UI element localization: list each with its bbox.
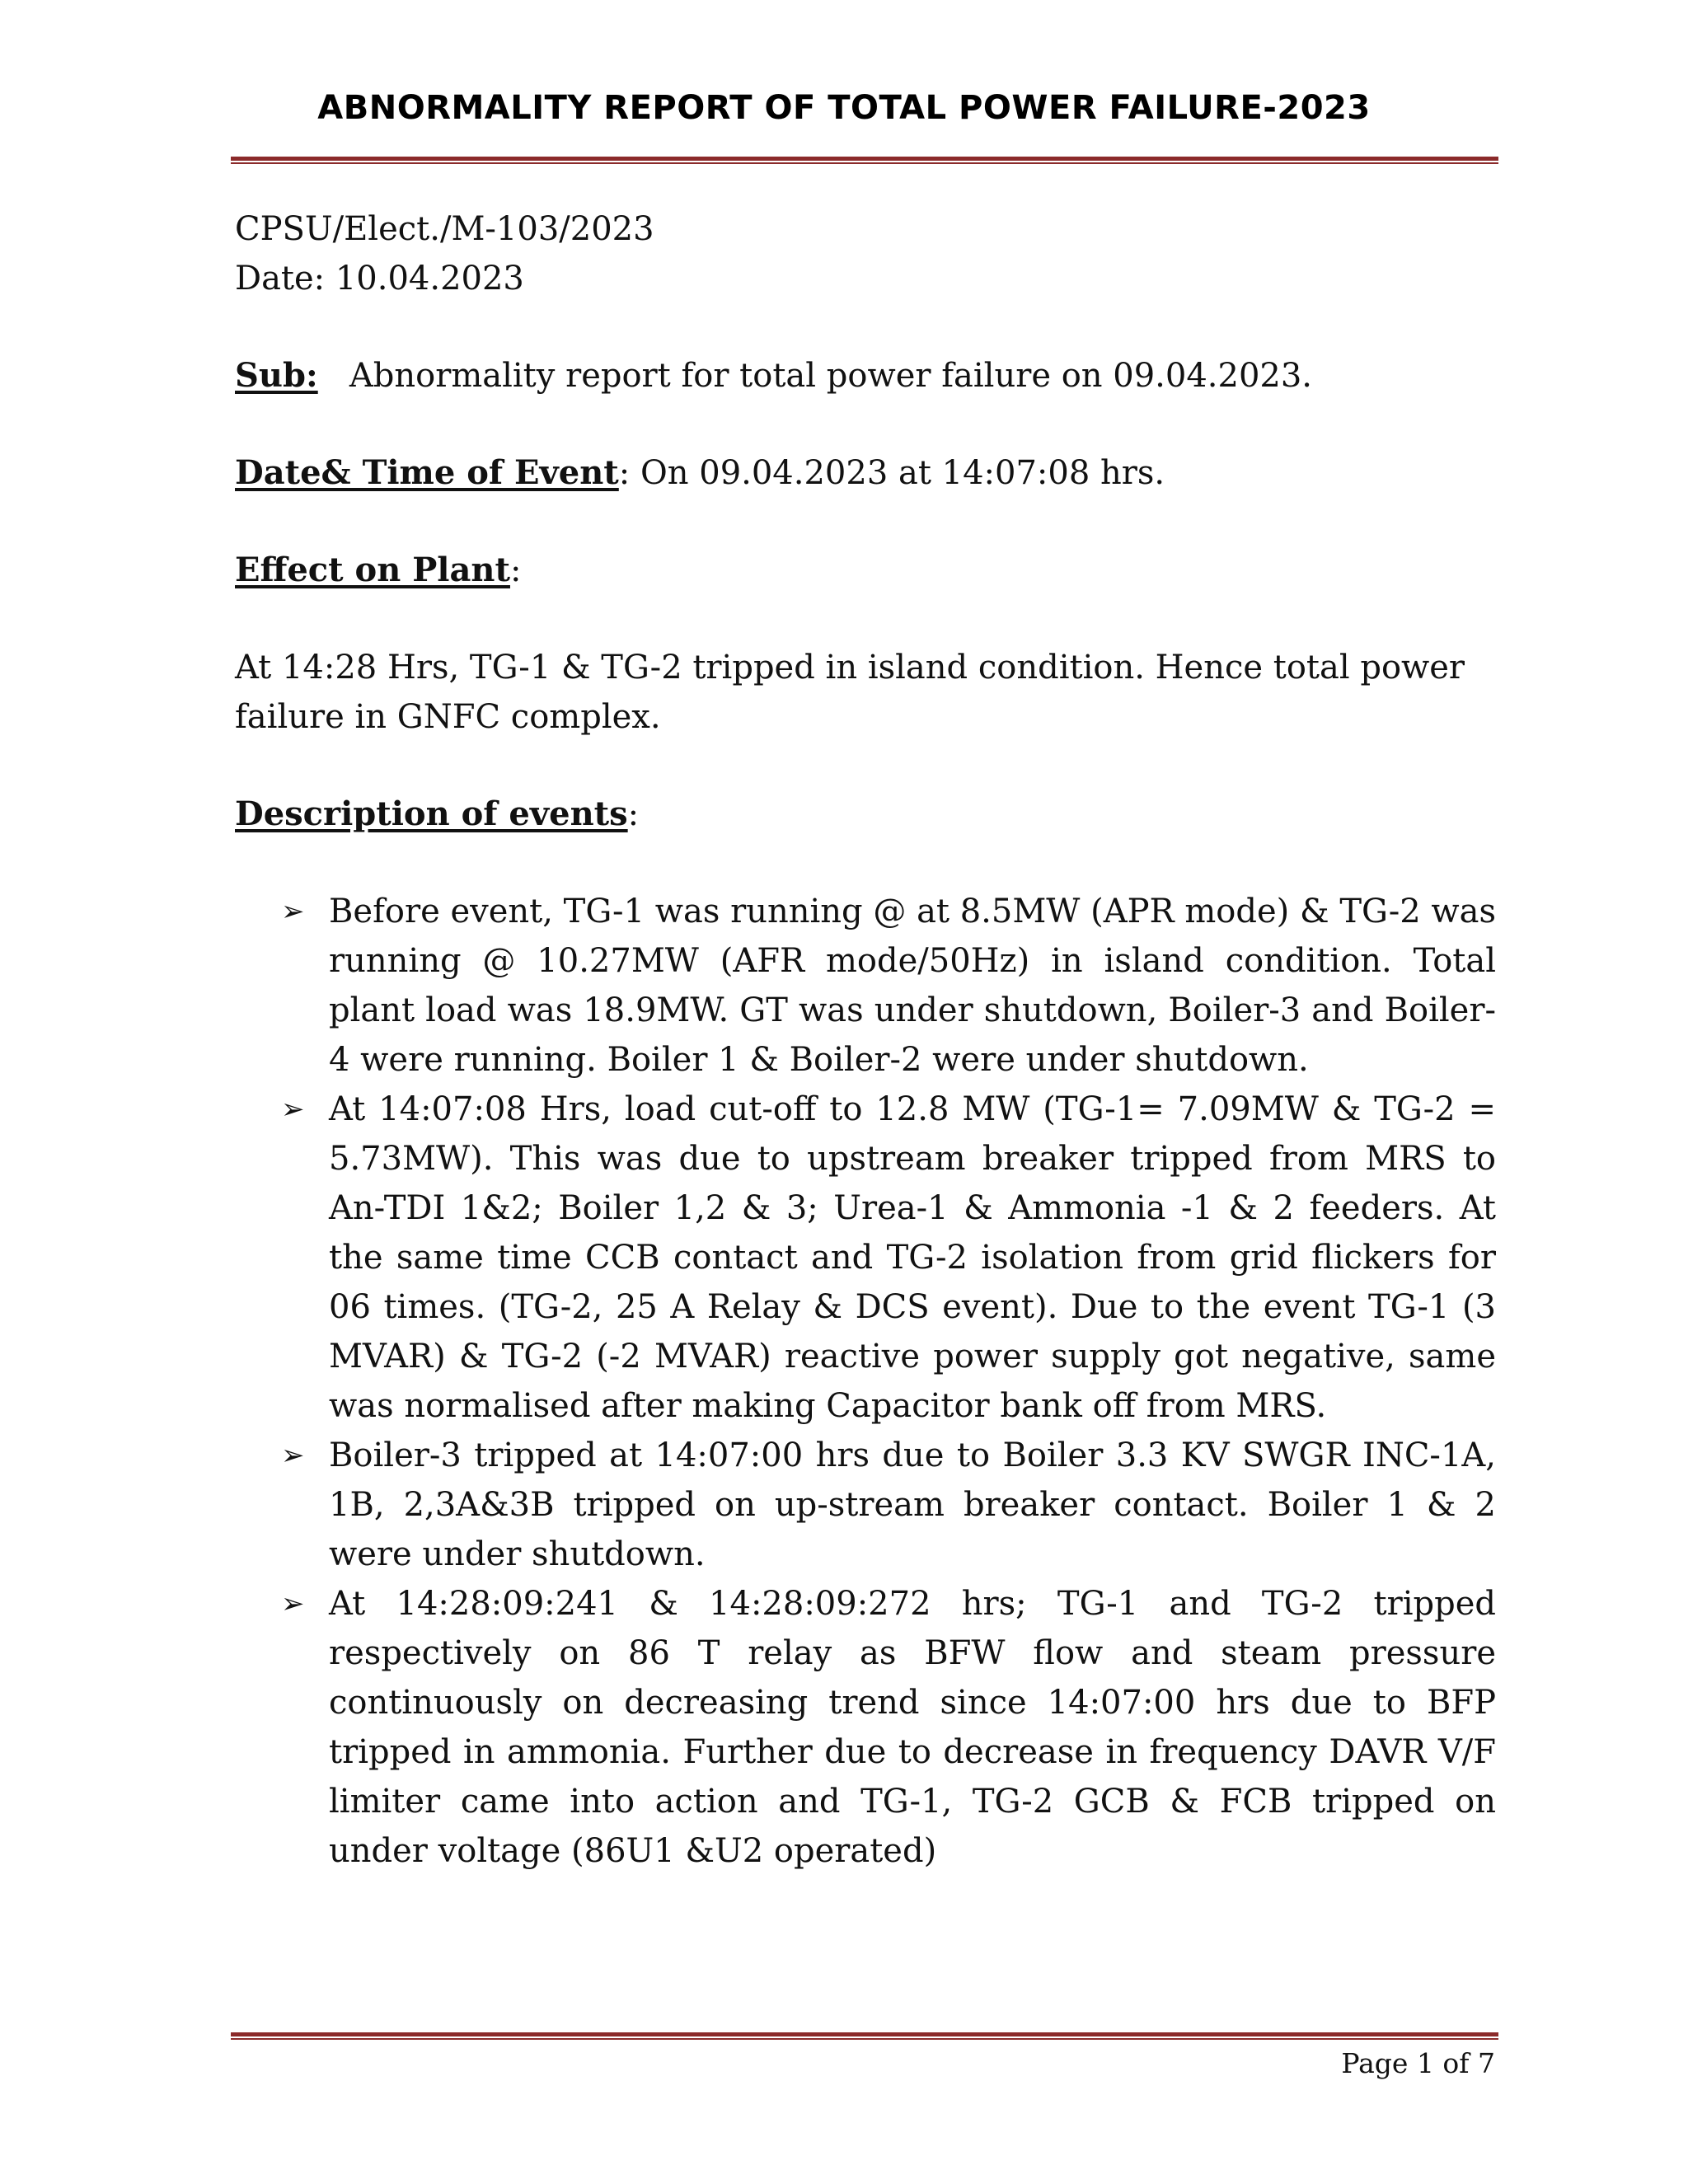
event-time-text: : On 09.04.2023 at 14:07:08 hrs. bbox=[618, 454, 1165, 492]
report-title: ABNORMALITY REPORT OF TOTAL POWER FAILURE-2023 bbox=[317, 89, 1371, 127]
report-date: Date: 10.04.2023 bbox=[235, 260, 524, 298]
subject-line bbox=[235, 351, 1496, 401]
reference-number: CPSU/Elect./M-103/2023 bbox=[235, 210, 654, 248]
effect-text: At 14:28 Hrs, TG-1 & TG-2 tripped in island condition. Hence total power failure in GNFC complex. bbox=[235, 649, 1465, 736]
page-number: Page 1 of 7 bbox=[1341, 2047, 1495, 2079]
header-divider bbox=[231, 157, 1498, 166]
event-time-line bbox=[235, 448, 1496, 498]
list-item: ➢ Before event, TG-1 was running @ at 8.5MW (APR mode) & TG-2 was running @ 10.27MW (AFR mode/50Hz) in island condition. Total plant load was 18.9MW. GT was under shutdown, Boiler-3 and Boiler-4 were running. Boiler 1 & Boiler-2 were under shutdown. bbox=[235, 887, 1496, 1085]
arrow-bullet-icon: ➢ bbox=[281, 1439, 305, 1472]
effect-heading: Effect on Plant: bbox=[235, 551, 522, 589]
effect-label: Effect on Plant bbox=[235, 551, 510, 589]
description-label: Description of events bbox=[235, 794, 628, 833]
list-item: ➢ Boiler-3 tripped at 14:07:00 hrs due to Boiler 3.3 KV SWGR INC-1A, 1B, 2,3A&3B tripped on up-stream breaker contact. Boiler 1 & 2 were under shutdown. bbox=[235, 1431, 1496, 1579]
report-body bbox=[235, 204, 1496, 1876]
list-item: ➢ At 14:07:08 Hrs, load cut-off to 12.8 MW (TG-1= 7.09MW & TG-2 = 5.73MW). This was due to upstream breaker tripped from MRS to An-TDI 1&2; Boiler 1,2 & 3; Urea-1 & Ammonia -1 & 2 feeders. At the same time CCB contact and TG-2 isolation from grid flickers for 06 times. (TG-2, 25 A Relay & DCS event). Due to the event TG-1 (3 MVAR) & TG-2 (-2 MVAR) reactive power supply got negative, same was normalised after making Capacitor bank off from MRS. bbox=[235, 1085, 1496, 1431]
subject-text: Abnormality report for total power failure on 09.04.2023. bbox=[349, 357, 1313, 395]
description-heading: Description of events: bbox=[235, 794, 640, 833]
event-time-label: Date& Time of Event bbox=[235, 453, 619, 492]
arrow-bullet-icon: ➢ bbox=[281, 1587, 305, 1620]
list-item: ➢ At 14:28:09:241 & 14:28:09:272 hrs; TG-1 and TG-2 tripped respectively on 86 T relay as BFW flow and steam pressure continuously on decreasing trend since 14:07:00 hrs due to BFP tripped in ammonia. Further due to decrease in frequency DAVR V/F limiter came into action and TG-1, TG-2 GCB & FCB tripped on under voltage (86U1 &U2 operated) bbox=[235, 1579, 1496, 1876]
arrow-bullet-icon: ➢ bbox=[281, 895, 305, 928]
subject-label: Sub: bbox=[235, 356, 318, 395]
arrow-bullet-icon: ➢ bbox=[281, 1093, 305, 1126]
event-list bbox=[235, 887, 1496, 1876]
footer-divider bbox=[231, 2032, 1498, 2042]
